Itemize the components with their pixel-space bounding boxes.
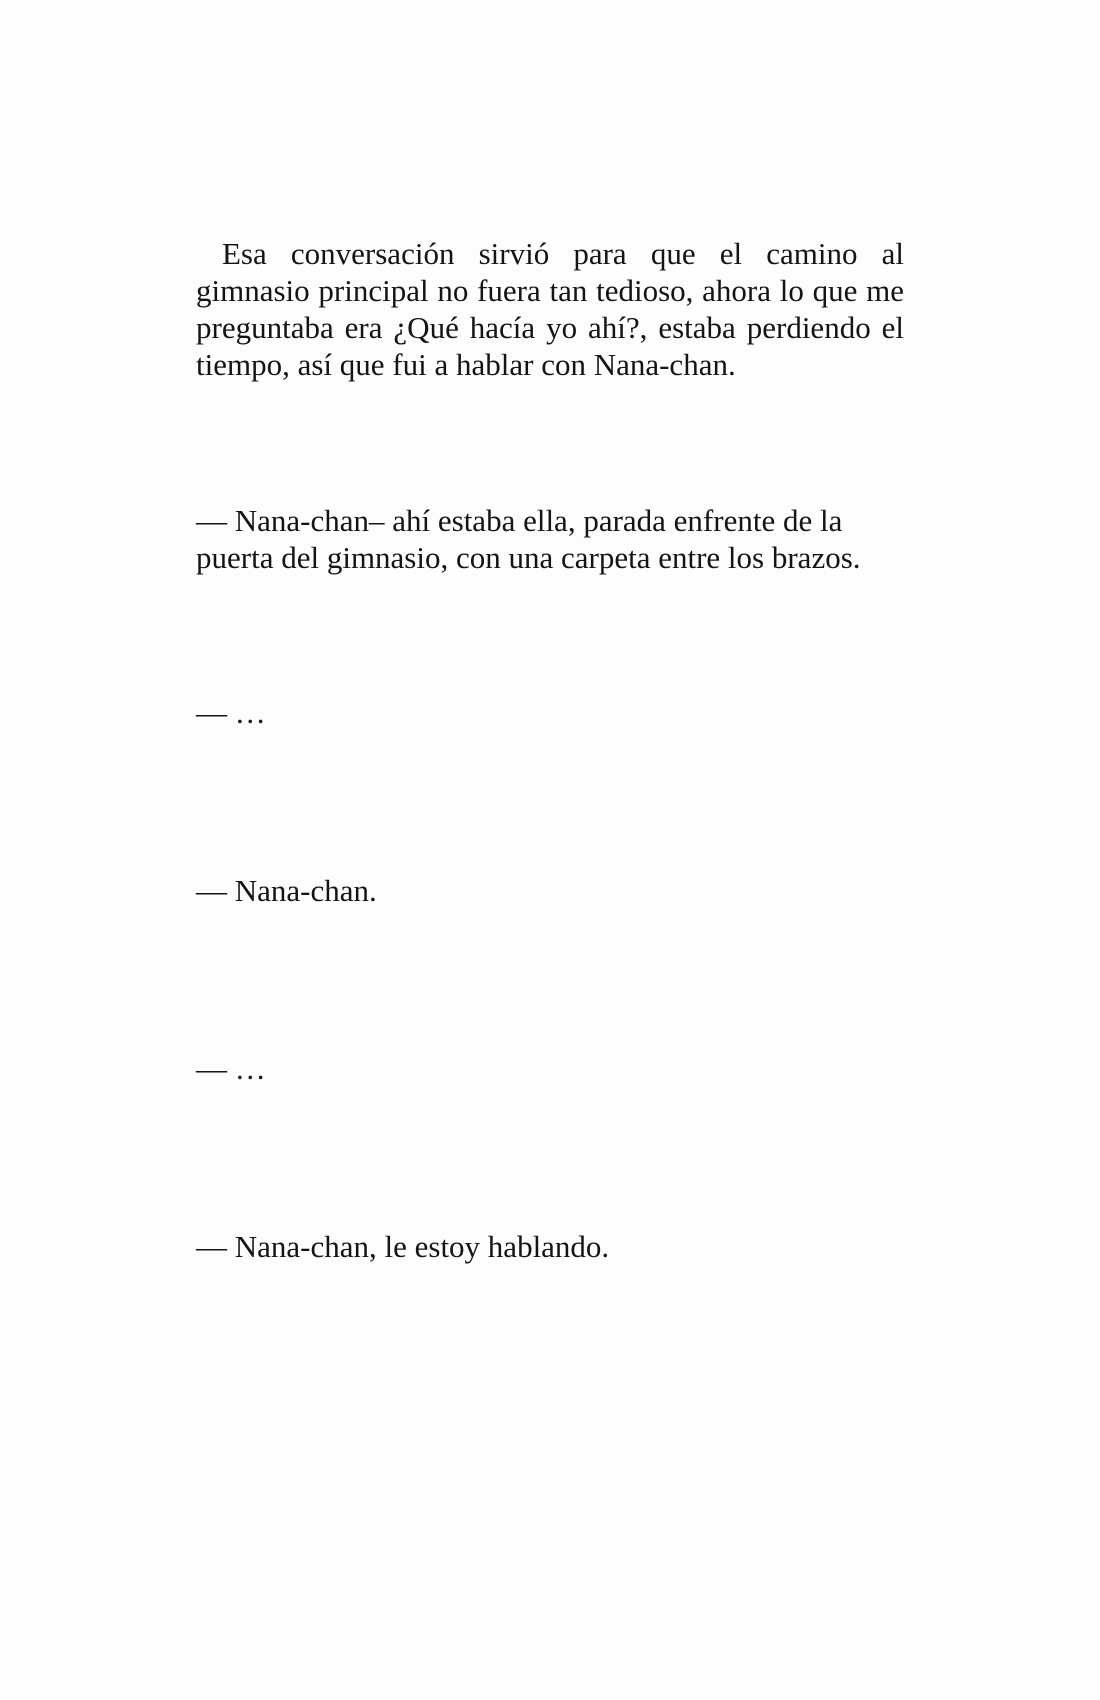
narration-paragraph: Esa conversación sirvió para que el camino al gimnasio principal no fuera tan tedioso, ahora lo que me preguntaba era ¿Qué hacía yo ahí?, estaba perdiendo el tiempo, así que fui a hablar con Nana-chan.: [196, 236, 904, 382]
dialogue-line: — Nana-chan– ahí estaba ella, parada enfrente de la puerta del gimnasio, con una carpeta entre los brazos.: [196, 503, 861, 575]
dialogue-line: — Nana-chan.: [196, 873, 377, 908]
dialogue-line: — …: [196, 1051, 266, 1086]
dialogue-line: — …: [196, 695, 266, 730]
dialogue-line: — Nana-chan, le estoy hablando.: [196, 1229, 610, 1264]
